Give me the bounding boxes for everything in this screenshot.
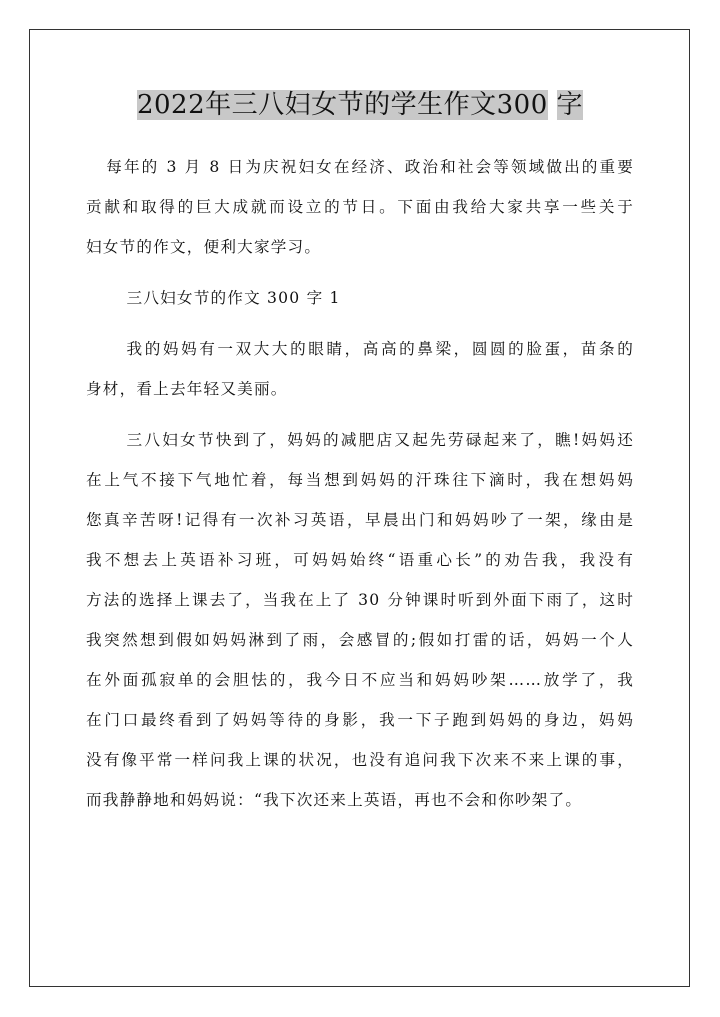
text-line: 没有像平常一样问我上课的状况，也没有追问我下次来不来上课的事， [86, 751, 634, 769]
title-suffix: 字 [556, 90, 584, 120]
paragraph-intro [86, 147, 634, 267]
title-container [0, 88, 720, 122]
text-line: 贡献和取得的巨大成就而设立的节日。下面由我给大家共享一些关于 [86, 198, 634, 216]
title-gap [548, 90, 557, 120]
document-title [135, 88, 585, 122]
text-line: 妇女节的作文，便利大家学习。 [86, 238, 322, 256]
paragraph-story [86, 420, 634, 820]
text-line: 在上气不接下气地忙着，每当想到妈妈的汗珠往下滴时，我在想妈妈 [86, 471, 634, 489]
title-year: 2022 [136, 90, 206, 120]
text-line: 方法的选择上课去了，当我在上了 30 分钟课时听到外面下雨了，这时 [86, 591, 634, 609]
paragraph-subheading [86, 278, 634, 318]
text-line: 在门口最终看到了妈妈等待的身影，我一下子跑到妈妈的身边，妈妈 [86, 711, 634, 729]
text-line: 而我静静地和妈妈说：“我下次还来上英语，再也不会和你吵架了。 [86, 791, 583, 809]
title-number: 300 [496, 90, 548, 120]
text-line: 每年的 3 月 8 日为庆祝妇女在经济、政治和社会等领域做出的重要 [106, 158, 634, 176]
text-line: 我的妈妈有一双大大的眼睛，高高的鼻梁，圆圆的脸蛋，苗条的 [126, 340, 634, 358]
text-line: 身材，看上去年轻又美丽。 [86, 380, 288, 398]
text-line: 我突然想到假如妈妈淋到了雨，会感冒的;假如打雷的话，妈妈一个人 [86, 631, 634, 649]
section-heading: 三八妇女节的作文 300 字 1 [126, 289, 341, 307]
paragraph-mother-description [86, 329, 634, 409]
text-line: 三八妇女节快到了，妈妈的减肥店又起先劳碌起来了，瞧!妈妈还 [126, 431, 634, 449]
text-line: 我不想去上英语补习班，可妈妈始终“语重心长”的劝告我，我没有 [86, 551, 634, 569]
title-main: 年三八妇女节的学生作文 [205, 90, 497, 120]
text-line: 您真辛苦呀!记得有一次补习英语，早晨出门和妈妈吵了一架，缘由是 [86, 511, 634, 529]
document-body [86, 147, 634, 831]
text-line: 在外面孤寂单的会胆怯的，我今日不应当和妈妈吵架……放学了，我 [86, 671, 634, 689]
